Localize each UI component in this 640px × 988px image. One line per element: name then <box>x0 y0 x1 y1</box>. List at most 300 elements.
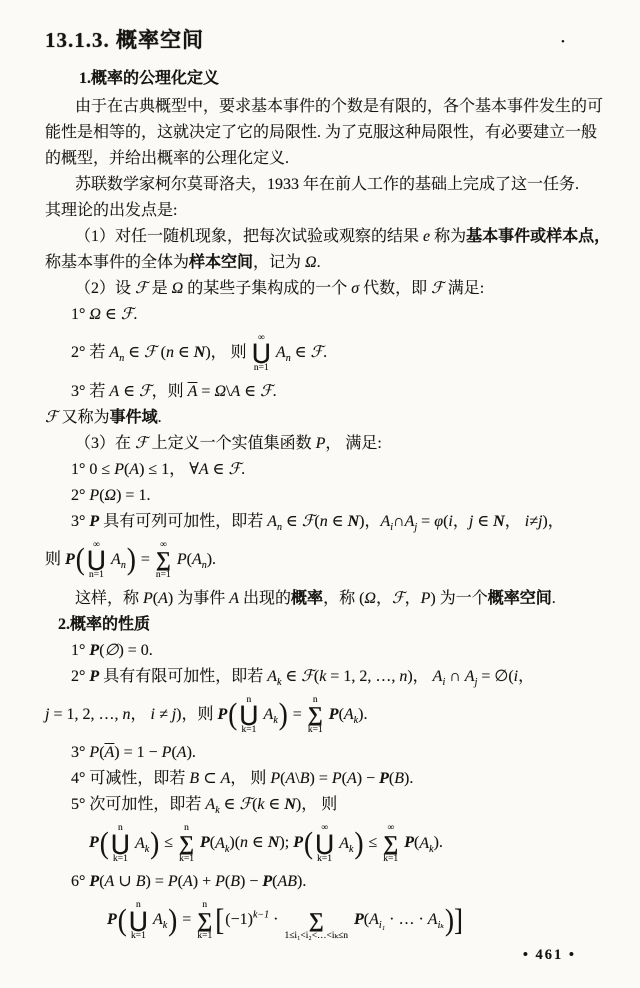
text-segment: · <box>269 911 283 929</box>
text-line <box>45 276 604 302</box>
formula-line <box>45 695 604 736</box>
text-segment: ( <box>314 512 320 530</box>
text-segment: ) − <box>356 770 380 788</box>
text-segment: $A_{i_1}$ <box>369 911 386 932</box>
text-segment: ∈ <box>219 796 240 814</box>
text-segment: ℱ <box>239 796 253 814</box>
text-segment: \ <box>226 382 231 400</box>
text-segment: P <box>89 873 100 891</box>
text-segment: ℱ <box>310 344 324 362</box>
text-segment: ， 则 <box>230 770 271 788</box>
text-segment: 又称为 <box>57 408 110 426</box>
text-segment: i <box>448 512 453 530</box>
text-segment: n <box>240 834 249 852</box>
text-segment: ∈ <box>248 834 268 852</box>
heading-properties <box>45 612 604 638</box>
text-segment: ) − <box>239 873 263 891</box>
text-segment: ℱ <box>301 667 314 685</box>
text-segment: ) = <box>145 873 168 891</box>
text-segment: A <box>230 382 241 400</box>
text-segment: A <box>176 744 187 762</box>
text-segment: P <box>89 834 99 852</box>
text-segment: ( <box>252 796 258 814</box>
text-segment: P <box>331 770 342 788</box>
text-segment: )， 则 <box>295 796 338 814</box>
text-segment: ). <box>358 705 368 723</box>
text-segment: A <box>198 460 209 478</box>
text-segment: 的概型，并给出概率的公理化定义. <box>45 150 290 167</box>
text-segment: A <box>104 873 115 891</box>
text-segment: ， <box>375 589 392 607</box>
text-line <box>45 869 604 895</box>
text-segment: 事件域 <box>109 408 158 426</box>
text-segment: ， 满足: <box>325 434 382 452</box>
text-segment: ∪ <box>114 873 136 891</box>
text-segment: 基本事件或样本点， <box>466 228 611 245</box>
text-segment: $A_i$ <box>432 667 446 688</box>
text-segment: Ω <box>89 306 101 323</box>
text-segment: φ <box>434 512 444 530</box>
big-union-operator: n ⋃ k=1 <box>240 694 258 735</box>
text-segment: ). <box>433 834 443 852</box>
text-segment: P <box>89 512 100 530</box>
text-segment: 4° 可减性，即若 <box>71 770 190 788</box>
text-segment: ℱ <box>392 589 405 607</box>
text-segment: )( <box>229 834 241 852</box>
text-segment: A <box>229 589 240 607</box>
text-segment: ) = 1. <box>116 486 151 504</box>
text-segment: ≤ <box>160 834 178 852</box>
text-line <box>45 483 604 509</box>
text-line <box>45 457 604 483</box>
text-segment: 这样，称 <box>75 589 144 607</box>
text-segment: N <box>193 344 206 362</box>
text-line <box>45 431 604 457</box>
text-segment: n <box>122 705 131 723</box>
text-segment: 概率 <box>291 589 324 607</box>
text-segment: j <box>468 512 474 530</box>
big-paren: ( <box>303 825 313 861</box>
text-segment: ( <box>99 486 105 504</box>
text-segment: P <box>143 589 153 607</box>
text-segment: P <box>89 486 100 504</box>
text-segment: 苏联数学家柯尔莫哥洛夫，1933 年在前人工作的基础上完成了这一任务. <box>75 176 580 193</box>
text-segment: $A_k$ <box>215 834 230 855</box>
text-segment: B <box>299 770 310 788</box>
text-segment: 概率空间 <box>487 589 552 607</box>
text-segment: ， <box>452 512 469 530</box>
text-line <box>45 146 604 172</box>
text-segment: ( <box>414 834 420 852</box>
big-sum-operator: ∑ 1≤i₁<i₂<…<iₖ≤n <box>284 907 348 941</box>
big-union-operator: n ⋃ k=1 <box>129 900 148 941</box>
text-segment: P <box>200 834 210 852</box>
text-segment: = <box>136 550 154 568</box>
text-segment: P <box>107 911 117 929</box>
text-segment: n <box>165 344 174 362</box>
text-segment: ，则 <box>151 382 188 400</box>
text-segment: P <box>65 550 75 568</box>
big-sum-operator: n ∑ k=1 <box>197 900 213 941</box>
text-segment: ) = 1 − <box>114 744 162 762</box>
text-segment: N <box>493 512 505 530</box>
text-segment: k <box>319 667 327 685</box>
big-union-operator: ∞ ⋃ n=1 <box>252 333 270 374</box>
text-segment: N <box>347 512 360 530</box>
text-segment: P <box>379 770 389 788</box>
text-segment: ). <box>206 550 217 568</box>
text-segment: Ω <box>104 486 117 504</box>
text-segment: ∈ <box>281 512 302 530</box>
text-segment: ) = <box>309 770 332 788</box>
text-segment: ( <box>272 873 278 891</box>
text-segment: ); <box>279 834 294 852</box>
text-segment: Ω <box>171 280 184 297</box>
text-line <box>45 120 604 146</box>
text-segment: ℱ <box>144 344 157 362</box>
text-segment: AB <box>277 873 297 891</box>
text-segment: ∈ <box>290 344 311 362</box>
text-segment: 则 <box>45 550 66 568</box>
text-segment: )， 则 <box>205 344 251 362</box>
text-segment: · … · <box>385 911 428 929</box>
text-segment: Ω <box>214 382 227 400</box>
text-segment: B <box>135 873 146 891</box>
text-segment: 具有有限可加性，即若 <box>99 667 268 685</box>
text-segment: )， <box>407 667 433 685</box>
formula-line <box>45 540 604 581</box>
text-segment: P <box>270 770 281 788</box>
text-segment: $A_k$ <box>267 667 282 688</box>
big-paren: ) <box>150 825 160 861</box>
text-line <box>45 509 604 535</box>
text-segment: = 1, 2, …, <box>326 667 400 685</box>
text-segment: $A_k$ <box>263 705 278 726</box>
text-segment: ， <box>504 512 525 530</box>
text-segment: σ <box>351 280 360 297</box>
text-segment: ∈ <box>327 512 348 530</box>
big-paren: ) <box>126 542 136 577</box>
text-segment: $A_n$ <box>191 550 207 572</box>
heading-axiomatic-definition <box>45 66 604 92</box>
text-segment: ， <box>404 589 421 607</box>
text-segment: 3° 若 <box>71 382 110 400</box>
text-segment: $A_{i_k}$ <box>427 911 445 932</box>
big-sum-operator: n ∑ k=1 <box>179 823 195 864</box>
text-segment: $A_n$ <box>275 344 291 365</box>
text-segment: $A_k$ <box>153 911 168 932</box>
section-title: 13.1.3. 概率空间 <box>45 28 204 52</box>
text-segment: P <box>315 434 326 452</box>
text-segment: $(-1)^{k-1}$ <box>225 910 270 929</box>
text-segment: ) = 0. <box>118 641 153 659</box>
text-segment: P <box>217 705 228 723</box>
text-segment: $A_n$ <box>111 550 126 572</box>
ink-dot: • <box>561 36 565 48</box>
text-segment: e <box>423 228 431 245</box>
text-segment: ℱ <box>135 280 148 297</box>
text-segment: ∈ <box>124 344 145 362</box>
text-segment: ( <box>224 873 231 891</box>
big-paren: ( <box>75 542 85 577</box>
text-segment: P <box>89 667 100 685</box>
big-paren: [ <box>215 902 225 937</box>
text-segment: ℱ <box>228 460 242 478</box>
document-body <box>45 66 611 941</box>
big-sum-operator: ∞ ∑ k=1 <box>383 823 399 864</box>
text-segment: ∈ <box>473 512 494 530</box>
text-segment: B <box>189 770 200 788</box>
text-segment: ⊂ <box>199 770 221 788</box>
text-segment: ). <box>186 744 196 762</box>
text-segment: P <box>89 641 100 659</box>
text-segment: ( <box>99 641 105 659</box>
text-segment: P <box>262 873 273 891</box>
text-segment: . <box>157 408 162 426</box>
text-segment: ℱ <box>135 434 148 452</box>
text-segment: $\overline{A}$ <box>187 382 198 400</box>
text-segment: k <box>257 796 265 814</box>
text-segment: 2° <box>71 667 90 685</box>
big-union-operator: ∞ ⋃ k=1 <box>315 823 334 864</box>
text-segment: i ≠ j <box>150 705 177 723</box>
text-segment: 具有可列可加性，即若 <box>99 512 268 530</box>
text-segment: 样本空间 <box>189 254 254 271</box>
text-segment: ℱ <box>260 382 273 400</box>
text-segment: 出现的 <box>239 589 292 607</box>
text-segment: ( <box>280 770 286 788</box>
text-segment: P <box>176 550 187 568</box>
text-segment: ∅ <box>104 641 119 659</box>
page-number: • 461 • <box>522 947 576 963</box>
text-segment: ( <box>209 834 216 852</box>
formula-line <box>45 900 604 941</box>
text-line <box>45 224 611 250</box>
text-segment: . <box>241 460 246 478</box>
text-segment: A <box>285 770 296 788</box>
text-segment: B <box>230 873 240 891</box>
text-segment: Ω <box>364 589 376 607</box>
text-segment: 3° <box>71 512 90 530</box>
text-segment: A <box>220 770 231 788</box>
text-segment: ) 为事件 <box>167 589 230 607</box>
text-segment: Ω <box>305 254 317 271</box>
text-segment: . <box>133 306 138 323</box>
big-paren: ) <box>354 825 364 861</box>
text-segment: ≤ <box>364 834 382 852</box>
text-segment: P <box>353 911 364 929</box>
text-segment: ( <box>99 873 105 891</box>
text-segment: = <box>417 512 435 530</box>
text-segment: P <box>215 873 225 891</box>
text-segment: ( <box>363 911 370 929</box>
text-segment: ，记为 <box>253 254 306 271</box>
text-segment: ∈ <box>100 306 121 323</box>
text-segment: ( <box>341 770 347 788</box>
text-segment: ℱ <box>139 382 152 400</box>
text-segment: ℱ <box>120 306 134 323</box>
big-union-operator: ∞ ⋃ n=1 <box>87 539 106 581</box>
text-line <box>45 302 604 328</box>
text-line <box>45 586 604 612</box>
text-segment: P <box>89 744 100 762</box>
text-segment: ( <box>443 512 449 530</box>
text-segment: $A_j$ <box>464 667 478 688</box>
text-segment: $A_j$ <box>404 512 418 533</box>
text-segment: \ <box>295 770 300 788</box>
text-segment: 满足: <box>443 280 485 297</box>
text-segment: ∈ <box>119 382 140 400</box>
text-segment: A <box>182 873 193 891</box>
text-segment: ) + <box>192 873 216 891</box>
text-line <box>45 792 604 818</box>
text-segment: （2）设 <box>75 280 136 297</box>
text-segment: B <box>394 770 405 788</box>
text-segment: $A_k$ <box>135 834 150 855</box>
big-paren: ) <box>168 902 178 937</box>
text-segment: 1° <box>71 641 90 659</box>
text-segment: i <box>513 667 519 685</box>
big-paren: )] <box>445 902 463 937</box>
text-segment: 1° 0 ≤ <box>71 460 115 478</box>
text-segment: ) 为一个 <box>430 589 488 607</box>
text-segment: ∩ <box>393 512 405 530</box>
text-segment: = <box>178 911 196 929</box>
text-segment: 2° <box>71 486 90 504</box>
text-segment: P <box>161 744 172 762</box>
text-segment: ( <box>171 744 177 762</box>
big-paren: ( <box>117 902 127 937</box>
text-segment: P <box>293 834 303 852</box>
text-segment: j <box>45 705 50 723</box>
text-segment: . <box>323 344 328 362</box>
text-segment: i≠j <box>524 512 543 530</box>
text-segment: )， <box>359 512 381 530</box>
text-segment: $A_n$ <box>109 344 125 365</box>
text-segment: ( <box>388 770 395 788</box>
text-line <box>45 172 604 198</box>
text-segment: ( <box>99 744 105 762</box>
text-segment: ( <box>123 460 130 478</box>
text-segment: 其理论的出发点是: <box>45 202 178 219</box>
big-union-operator: n ⋃ k=1 <box>111 823 130 864</box>
text-segment: ， <box>518 667 535 685</box>
text-segment: N <box>284 796 296 814</box>
text-segment: 代数，即 <box>359 280 432 297</box>
text-segment: 1.概率的公理化定义 <box>79 70 220 87</box>
text-segment: P <box>114 460 124 478</box>
text-segment: ∈ <box>208 460 229 478</box>
text-segment: 称基本事件的全体为 <box>45 254 190 271</box>
text-segment: ，称 ( <box>323 589 365 607</box>
text-segment: A <box>129 460 140 478</box>
text-segment: ℱ <box>431 280 444 297</box>
text-segment: 6° <box>71 873 90 891</box>
text-line <box>45 250 604 276</box>
text-segment: A <box>109 382 120 400</box>
text-segment: . <box>551 589 556 607</box>
text-line <box>45 405 604 431</box>
big-sum-operator: ∞ ∑ n=1 <box>155 539 171 581</box>
text-segment: ， <box>130 705 151 723</box>
text-segment: $A_i$ <box>380 512 394 533</box>
text-segment: P <box>328 705 339 723</box>
text-segment: ( <box>177 873 183 891</box>
text-segment: ∈ <box>173 344 194 362</box>
big-paren: ) <box>278 696 288 732</box>
text-segment: 由于在古典概型中，要求基本事件的个数是有限的，各个基本事件发生的可 <box>75 98 604 115</box>
text-segment: 的某些子集构成的一个 <box>183 280 352 297</box>
text-segment: = <box>288 705 306 723</box>
text-segment: n <box>319 512 328 530</box>
text-segment <box>260 706 264 723</box>
text-segment: 1° <box>71 306 90 323</box>
text-segment: P <box>404 834 414 852</box>
text-segment: ). <box>297 873 307 891</box>
text-segment: = <box>197 382 215 400</box>
text-line <box>45 379 604 405</box>
text-segment: 5° 次可加性，即若 <box>71 796 206 814</box>
text-segment: )， <box>542 512 564 530</box>
text-segment: ( <box>152 589 159 607</box>
text-segment: 2° 若 <box>71 344 110 362</box>
text-segment: （1）对任一随机现象，把每次试验或观察的结果 <box>75 228 424 245</box>
text-line <box>45 198 604 224</box>
text-line <box>45 638 604 664</box>
text-segment: $A_k$ <box>205 796 220 817</box>
big-paren: ( <box>99 825 109 861</box>
text-segment: ℱ <box>45 408 58 426</box>
text-line <box>45 94 604 120</box>
text-segment: ∈ <box>264 796 285 814</box>
text-segment: 称为 <box>430 228 467 245</box>
text-segment: . <box>316 254 321 271</box>
text-segment: ℱ <box>301 512 315 530</box>
text-segment: ). <box>404 770 414 788</box>
text-segment: . <box>272 382 277 400</box>
text-segment: $A_n$ <box>267 512 282 533</box>
text-segment: ( <box>338 705 344 723</box>
text-segment: （3）在 <box>75 434 136 452</box>
formula-line <box>45 823 604 864</box>
text-segment: $\overline{A}$ <box>104 744 115 762</box>
text-segment: )，则 <box>176 705 218 723</box>
text-segment: P <box>167 873 178 891</box>
text-segment: ( <box>313 667 320 685</box>
text-line <box>45 664 604 690</box>
text-segment: 上定义一个实值集函数 <box>147 434 316 452</box>
text-segment: $A_k$ <box>339 834 354 855</box>
big-paren: ( <box>228 696 238 732</box>
text-segment: ) ≤ 1， ∀ <box>139 460 199 478</box>
text-segment: $A_k$ <box>419 834 434 855</box>
text-segment: ∈ <box>240 382 261 400</box>
text-line <box>45 766 604 792</box>
text-segment: = ∅( <box>477 667 514 685</box>
text-segment: n <box>399 667 408 685</box>
text-line <box>45 740 604 766</box>
text-segment: 是 <box>147 280 172 297</box>
text-segment: A <box>158 589 168 607</box>
text-segment: 3° <box>71 744 90 762</box>
text-segment: = 1, 2, …, <box>49 705 123 723</box>
big-sum-operator: n ∑ k=1 <box>307 694 323 735</box>
text-segment: $A_k$ <box>343 705 359 726</box>
text-segment: ∈ <box>281 667 302 685</box>
text-segment: A <box>346 770 357 788</box>
text-segment: ( <box>186 550 192 568</box>
formula-line <box>45 333 604 374</box>
